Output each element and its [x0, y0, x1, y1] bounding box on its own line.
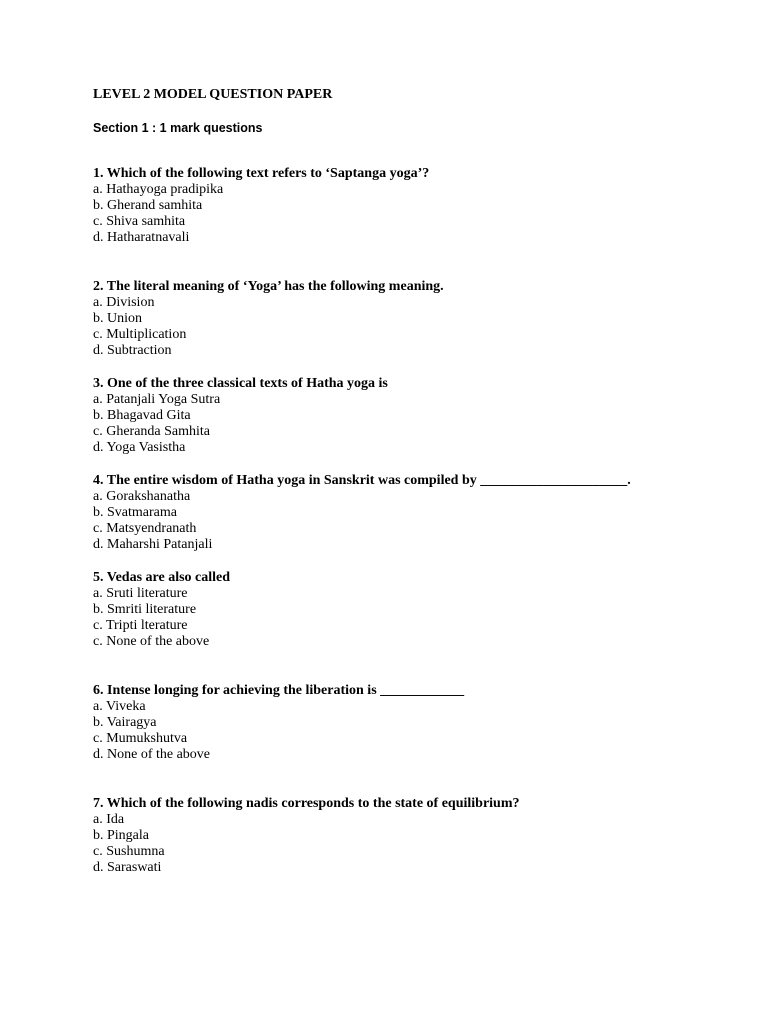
option-d: d. Yoga Vasistha — [93, 440, 186, 455]
option-a: a. Sruti literature — [93, 586, 188, 601]
question-7 — [93, 796, 733, 876]
option-a: a. Ida — [93, 812, 125, 827]
option-d: d. Saraswati — [93, 860, 162, 875]
question-text: 5. Vedas are also called — [93, 570, 231, 585]
question-6 — [93, 683, 733, 763]
option-b: b. Pingala — [93, 828, 149, 843]
option-d: d. Hatharatnavali — [93, 230, 190, 245]
option-b: b. Union — [93, 311, 142, 326]
question-text: 1. Which of the following text refers to ‘Saptanga yoga’? — [93, 166, 430, 181]
option-c: c. Mumukshutva — [93, 731, 188, 746]
question-text: 6. Intense longing for achieving the liberation is ____________ — [93, 683, 465, 698]
section-heading: Section 1 : 1 mark questions — [93, 121, 263, 135]
option-d: c. None of the above — [93, 634, 210, 649]
option-c: c. Gheranda Samhita — [93, 424, 211, 439]
option-c: c. Tripti lterature — [93, 618, 188, 633]
option-d: d. Maharshi Patanjali — [93, 537, 213, 552]
question-4 — [93, 473, 733, 553]
document-title: LEVEL 2 MODEL QUESTION PAPER — [93, 87, 333, 102]
question-2 — [93, 279, 733, 359]
option-a: a. Hathayoga pradipika — [93, 182, 224, 197]
question-text: 3. One of the three classical texts of Hatha yoga is — [93, 376, 388, 391]
option-a: a. Division — [93, 295, 155, 310]
question-5 — [93, 570, 733, 650]
question-1 — [93, 166, 733, 246]
option-c: c. Sushumna — [93, 844, 165, 859]
option-b: b. Vairagya — [93, 715, 157, 730]
option-c: c. Matsyendranath — [93, 521, 197, 536]
option-c: c. Shiva samhita — [93, 214, 186, 229]
option-d: d. Subtraction — [93, 343, 172, 358]
question-text: 4. The entire wisdom of Hatha yoga in Sanskrit was compiled by _____________________. — [93, 473, 631, 488]
question-paper — [93, 86, 733, 876]
option-a: a. Patanjali Yoga Sutra — [93, 392, 221, 407]
option-d: d. None of the above — [93, 747, 211, 762]
option-b: b. Svatmarama — [93, 505, 177, 520]
question-text: 7. Which of the following nadis corresponds to the state of equilibrium? — [93, 796, 520, 811]
question-text: 2. The literal meaning of ‘Yoga’ has the following meaning. — [93, 279, 444, 294]
option-a: a. Viveka — [93, 699, 146, 714]
option-b: b. Bhagavad Gita — [93, 408, 191, 423]
option-b: b. Gherand samhita — [93, 198, 203, 213]
option-c: c. Multiplication — [93, 327, 187, 342]
option-a: a. Gorakshanatha — [93, 489, 191, 504]
question-3 — [93, 376, 733, 456]
option-b: b. Smriti literature — [93, 602, 197, 617]
